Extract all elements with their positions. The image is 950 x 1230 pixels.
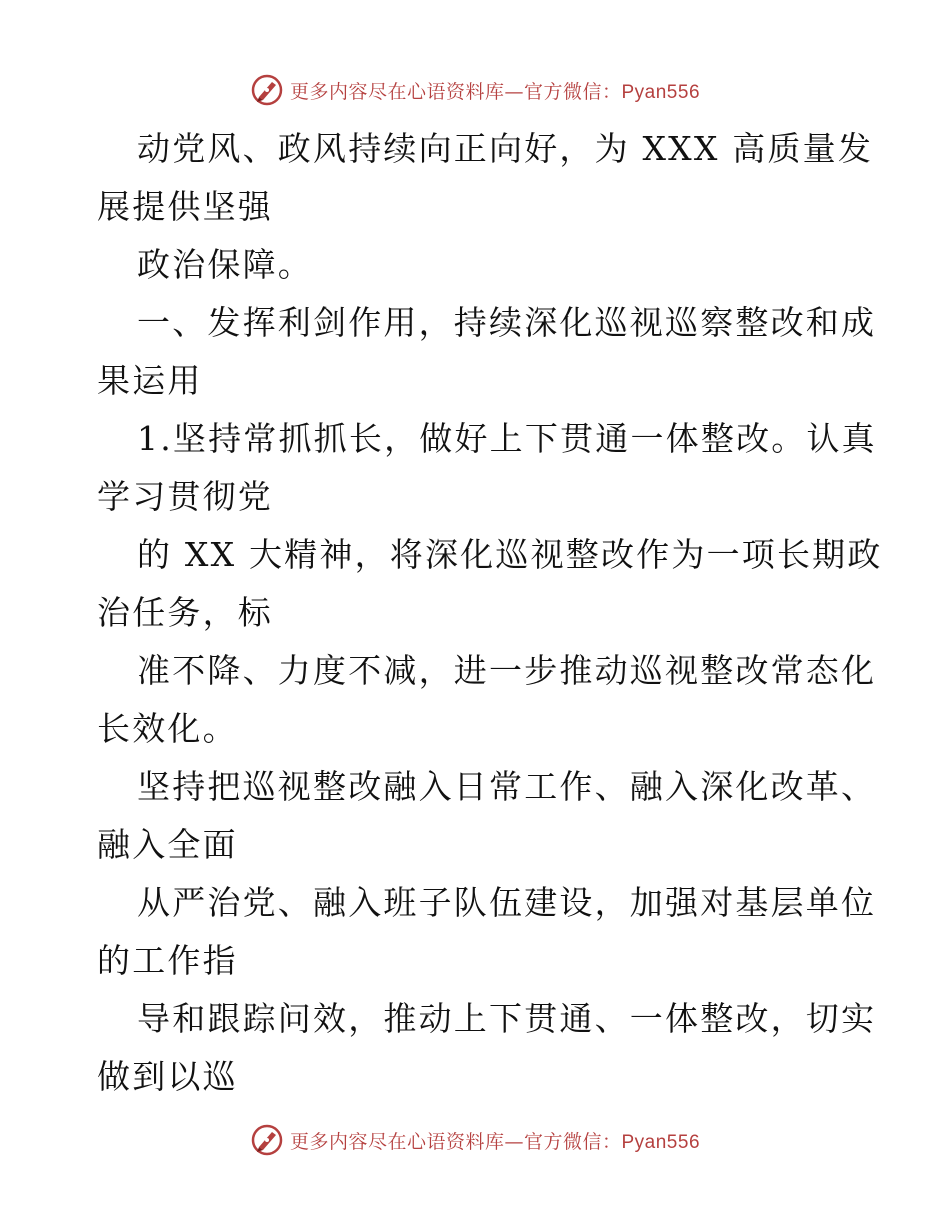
section-heading: 一、发挥利剑作用，持续深化巡视巡察整改和成	[137, 303, 877, 342]
text-line: 从严治党、融入班子队伍建设，加强对基层单位	[137, 883, 877, 922]
banner-text: 更多内容尽在心语资料库—官方微信：Pyan556	[289, 1130, 701, 1153]
header-banner	[0, 70, 950, 110]
text-line: 融入全面	[97, 825, 238, 864]
section-heading: 果运用	[97, 361, 203, 400]
banner-text: 更多内容尽在心语资料库—官方微信：Pyan556	[289, 80, 701, 103]
text-line: 1.坚持常抓抓长，做好上下贯通一体整改。认真	[137, 419, 877, 458]
text-line: 的工作指	[97, 941, 238, 980]
text-line: 的 XX 大精神，将深化巡视整改作为一项长期政	[137, 535, 883, 574]
logo-icon	[250, 1123, 284, 1157]
text-line: 学习贯彻党	[97, 477, 273, 516]
text-line: 治任务，标	[97, 593, 273, 632]
logo-icon	[250, 73, 284, 107]
text-line: 做到以巡	[97, 1057, 238, 1096]
text-line: 导和跟踪问效，推动上下贯通、一体整改，切实	[137, 999, 877, 1038]
text-line: 准不降、力度不减，进一步推动巡视整改常态化	[137, 651, 877, 690]
wechat-id: Pyan556	[621, 1131, 701, 1153]
wechat-id: Pyan556	[621, 81, 701, 103]
text-line: 长效化。	[97, 709, 238, 748]
text-line: 坚持把巡视整改融入日常工作、融入深化改革、	[137, 767, 877, 806]
footer-banner	[0, 1120, 950, 1160]
text-line: 动党风、政风持续向正向好，为 XXX 高质量发	[137, 129, 874, 168]
text-line: 展提供坚强	[97, 187, 273, 226]
text-line: 政治保障。	[137, 245, 313, 284]
